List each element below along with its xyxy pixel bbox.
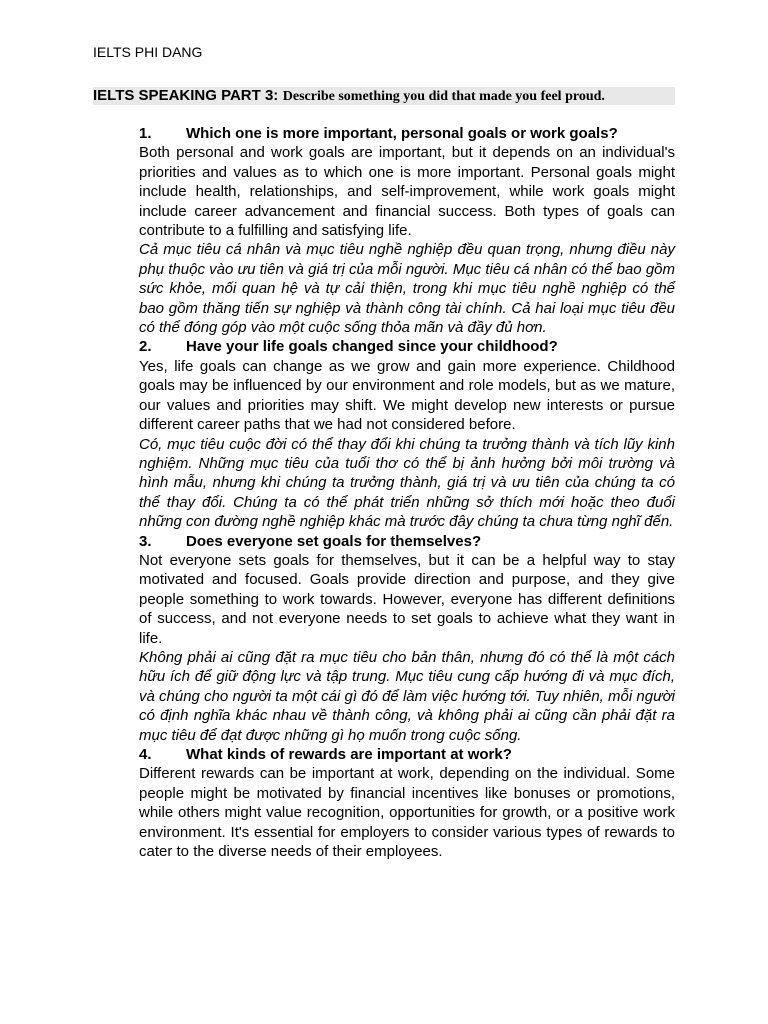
answer-english: Both personal and work goals are important, but it depends on an individual's priorities and values as to which one is more important. Personal goals might include health, relationships, and self-improvement, while work goals might include career advancement and financial success. Both types of goals can contribute to a fulfilling and satisfying life. <box>139 144 675 240</box>
answer-english: Not everyone sets goals for themselves, but it can be a helpful way to stay motivated and focused. Goals provide direction and purpose, and they give people something to work towards. However, everyone has different definitions of success, and not everyone needs to set goals to achieve what they want in life. <box>139 551 675 647</box>
answer-vietnamese: Có, mục tiêu cuộc đời có thể thay đổi khi chúng ta trưởng thành và tích lũy kinh nghiệm. Những mục tiêu của tuổi thơ có thể bị ảnh hưởng bởi môi trường và hình mẫu, nhưng khi chúng ta trưởng thành, giá trị và ưu tiên của chúng ta có thể thay đổi. Chúng ta có thể phát triển những sở thích mới hoặc theo đuổi những con đường nghề nghiệp khác mà trước đây chúng ta chưa từng nghĩ đến. <box>139 435 675 531</box>
question-block <box>139 532 675 745</box>
page-header: IELTS PHI DANG <box>93 44 203 60</box>
question-text: Does everyone set goals for themselves? <box>186 532 482 550</box>
question-text: What kinds of rewards are important at work? <box>186 746 512 763</box>
question-number: 2. <box>139 338 152 356</box>
question-number: 4. <box>139 746 152 763</box>
question-heading <box>139 745 675 764</box>
document-title <box>93 87 675 105</box>
answer-english: Yes, life goals can change as we grow and gain more experience. Childhood goals may be influenced by our environment and role models, but as we mature, our values and priorities may shift. We might develop new interests or pursue different career paths that we had not considered before. <box>139 357 675 434</box>
question-heading <box>139 532 675 551</box>
question-number: 1. <box>139 125 152 142</box>
answer-vietnamese: Cả mục tiêu cá nhân và mục tiêu nghề nghiệp đều quan trọng, nhưng điều này phụ thuộc vào ưu tiên và giá trị của mỗi người. Mục tiêu cá nhân có thể bao gồm sức khỏe, mối quan hệ và tự cải thiện, trong khi mục tiêu nghề nghiệp có thể bao gồm thăng tiến sự nghiệp và thành công tài chính. Cả hai loại mục tiêu đều có thể đóng góp vào một cuộc sống thỏa mãn và đầy đủ hơn. <box>139 241 675 337</box>
question-text: Which one is more important, personal goals or work goals? <box>186 125 618 142</box>
title-topic: Describe something you did that made you feel proud. <box>282 89 605 104</box>
answer-english: Different rewards can be important at work, depending on the individual. Some people might be motivated by financial incentives like bonuses or promotions, while others might value recognition, opportunities for growth, or a positive work environment. It's essential for employers to consider various types of rewards to cater to the diverse needs of their employees. <box>139 765 675 861</box>
question-heading <box>139 337 675 356</box>
question-block <box>139 337 675 531</box>
question-list <box>139 124 675 861</box>
answer-vietnamese: Không phải ai cũng đặt ra mục tiêu cho bản thân, nhưng đó có thể là một cách hữu ích để giữ động lực và tập trung. Mục tiêu cung cấp hướng đi và mục đích, và chúng cho người ta một cái gì đó để làm việc hướng tới. Tuy nhiên, mỗi người có định nghĩa khác nhau về thành công, và không phải ai cũng cần phải đặt ra mục tiêu để đạt được những gì họ muốn trong cuộc sống. <box>139 648 675 744</box>
question-number: 3. <box>139 532 152 550</box>
question-block <box>139 745 675 861</box>
question-heading <box>139 124 675 143</box>
question-block <box>139 124 675 337</box>
title-part: IELTS SPEAKING PART 3: <box>93 87 279 104</box>
question-text: Have your life goals changed since your childhood? <box>186 338 558 356</box>
